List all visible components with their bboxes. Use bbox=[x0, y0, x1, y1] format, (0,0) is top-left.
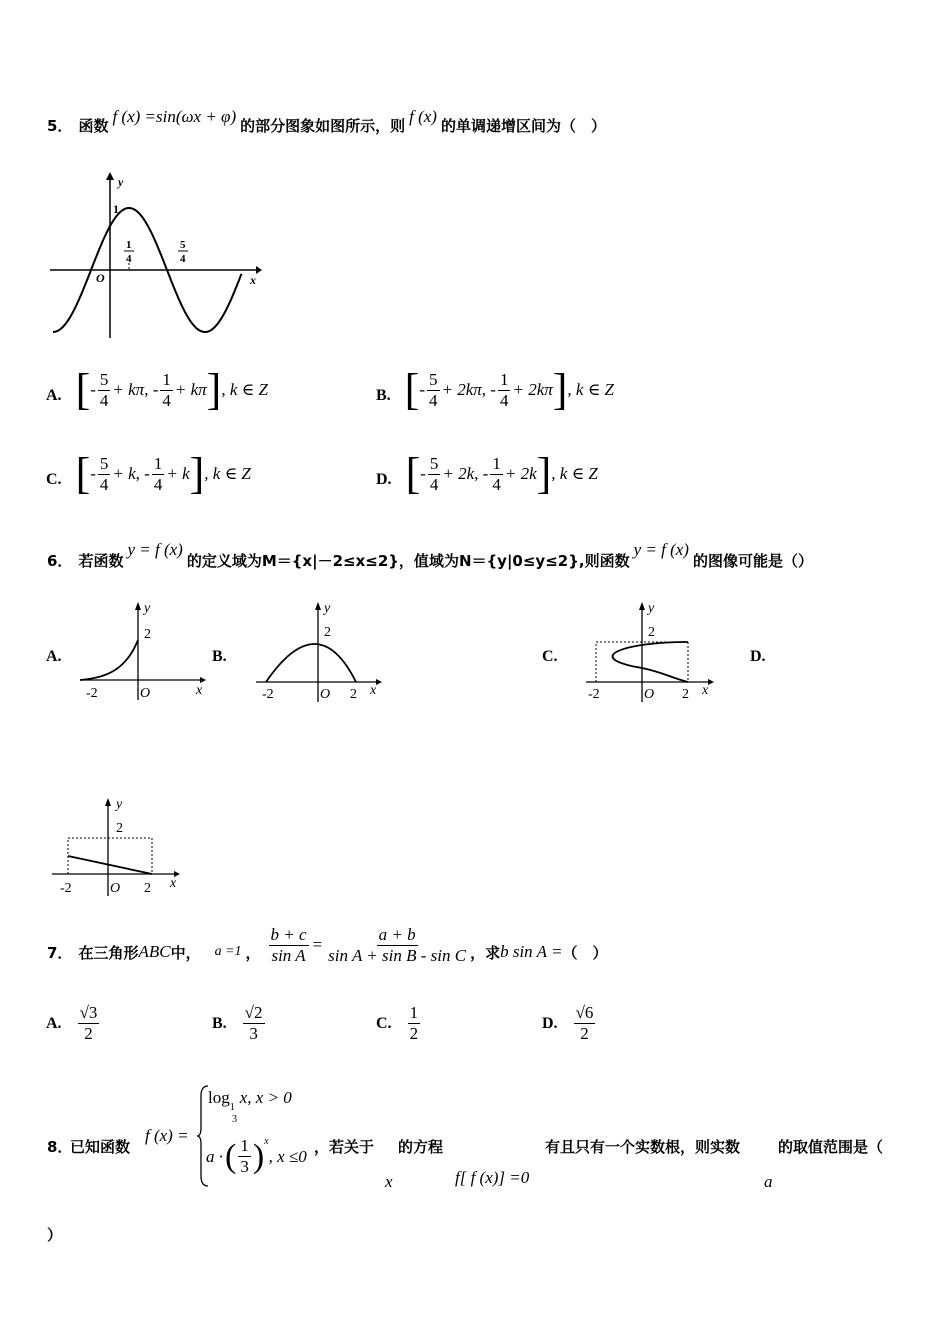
q6-stem bbox=[47, 540, 813, 580]
q8-text-1: 已知函数 bbox=[70, 1138, 131, 1156]
q7-lhs-fraction: $\frac{b + c}{\text{sin A}}$ bbox=[270, 924, 307, 965]
q5-sine-graph bbox=[44, 168, 264, 343]
svg-text:2: 2 bbox=[648, 625, 655, 640]
svg-text:-2: -2 bbox=[262, 687, 274, 702]
q6-formula-2: y = f (x) bbox=[633, 540, 689, 559]
svg-text:y: y bbox=[116, 797, 123, 812]
q8-number: 8． bbox=[47, 1138, 73, 1156]
svg-text:O: O bbox=[140, 686, 151, 701]
y-axis-label: y bbox=[118, 175, 124, 189]
option-label: A. bbox=[46, 387, 62, 404]
svg-text:y: y bbox=[324, 601, 331, 616]
q7-text-2: 中， bbox=[170, 943, 201, 962]
option-label: D. bbox=[376, 471, 392, 488]
svg-text:-2: -2 bbox=[60, 881, 72, 896]
x-axis-arrow bbox=[256, 266, 262, 274]
q8-case-2: a · ( $\frac{1}{3}$ ) x , x ≤0 bbox=[206, 1136, 307, 1176]
q5-text-3: 的单调递增区间为（ ） bbox=[440, 116, 606, 135]
q8-case-1-sub-den: 3 bbox=[232, 1114, 237, 1125]
q5-stem bbox=[47, 105, 606, 145]
q6-label-d[interactable]: D. bbox=[750, 648, 766, 665]
svg-text:2: 2 bbox=[682, 687, 689, 702]
q7-a-eq: a =1 bbox=[214, 944, 242, 959]
q5-option-b[interactable]: B. [ - $\frac{5}{4}$ + 2kπ , - $\frac{1}{4}$ + 2kπ ] , k ∈ Z bbox=[376, 365, 615, 414]
option-label: B. bbox=[376, 387, 391, 404]
q6-text-1: 若函数 bbox=[78, 551, 124, 570]
q6-label-b[interactable]: B. bbox=[212, 648, 227, 665]
x-tick-1-den: 4 bbox=[126, 253, 132, 265]
q5-number: 5． bbox=[47, 116, 73, 135]
q5-option-c[interactable]: C. [ - $\frac{5}{4}$ + k , - $\frac{1}{4}$ + k ] , k ∈ Z bbox=[46, 449, 251, 498]
q5-text-2: 的部分图象如图所示，则 bbox=[240, 116, 406, 135]
svg-text:2: 2 bbox=[350, 687, 357, 702]
q7-option-a[interactable]: A. $\frac{√3}{2}$ bbox=[46, 1003, 98, 1043]
q5-option-a[interactable]: A. [ - $\frac{5}{4}$ + kπ , - $\frac{1}{4}$ + kπ ] , k ∈ Z bbox=[46, 365, 268, 414]
q8-case-1: log 1 x, x > 0 bbox=[208, 1088, 292, 1113]
q7-ask: b sin A = bbox=[500, 942, 563, 961]
q8-x-var: x bbox=[385, 1172, 393, 1191]
option-label: C. bbox=[46, 471, 62, 488]
y-tick-1: 1 bbox=[113, 202, 119, 216]
q6-formula: y = f (x) bbox=[127, 540, 183, 559]
svg-text:-2: -2 bbox=[86, 686, 98, 701]
origin-label: O bbox=[96, 271, 105, 285]
svg-text:x: x bbox=[196, 683, 203, 698]
y-axis-arrow bbox=[106, 172, 114, 180]
q6-graph-c[interactable] bbox=[582, 598, 722, 703]
x-tick-2-num: 5 bbox=[180, 239, 186, 251]
svg-text:O: O bbox=[320, 687, 331, 702]
q7-rhs-fraction: $\frac{a + b}{\text{sin A + sin B - sin C}}$ bbox=[328, 924, 467, 965]
q8-text-3: 的方程 bbox=[398, 1138, 444, 1156]
q6-graph-d[interactable] bbox=[48, 794, 188, 899]
svg-text:2: 2 bbox=[116, 821, 123, 836]
q7-option-d[interactable]: D. $\frac{√6}{2}$ bbox=[542, 1003, 594, 1043]
q8-equation: f[ f (x)] =0 bbox=[455, 1168, 530, 1187]
q8-text-4: 有且只有一个实数根，则实数 bbox=[545, 1138, 741, 1156]
q6-text-2: 的定义域为M＝{x|－2≤x≤2}，值域为N＝{y|0≤y≤2},则函数 bbox=[186, 551, 630, 570]
q8-fx: f (x) = bbox=[145, 1126, 189, 1145]
q8-text-5: 的取值范围是（ bbox=[778, 1138, 884, 1156]
svg-text:2: 2 bbox=[144, 627, 151, 642]
x-tick-1-num: 1 bbox=[126, 239, 132, 251]
x-tick-2-den: 4 bbox=[180, 253, 186, 265]
q7-number: 7． bbox=[47, 943, 73, 962]
q7-text-1: 在三角形 bbox=[78, 943, 139, 962]
q5-formula: f (x) =sin(ωx + φ) bbox=[112, 107, 237, 126]
svg-text:O: O bbox=[110, 881, 121, 896]
svg-text:2: 2 bbox=[324, 625, 331, 640]
svg-text:-2: -2 bbox=[588, 687, 600, 702]
q8-text-2: ，若关于 bbox=[314, 1138, 375, 1156]
q6-number: 6． bbox=[47, 551, 73, 570]
svg-text:x: x bbox=[702, 683, 709, 698]
q7-text-4: （ ） bbox=[562, 943, 608, 962]
svg-text:x: x bbox=[370, 683, 377, 698]
x-axis-label: x bbox=[250, 273, 256, 287]
q6-graph-b[interactable] bbox=[252, 598, 387, 703]
svg-text:x: x bbox=[170, 876, 177, 891]
q7-option-c[interactable]: C. $\frac{1}{2}$ bbox=[376, 1003, 419, 1043]
q5-text-1: 函数 bbox=[78, 116, 109, 135]
svg-text:y: y bbox=[144, 601, 151, 616]
q6-graph-a[interactable] bbox=[76, 598, 211, 703]
q6-label-a[interactable]: A. bbox=[46, 648, 62, 665]
q7-abc: ABC bbox=[138, 942, 171, 961]
q6-text-3: 的图像可能是（） bbox=[692, 551, 813, 570]
q5-fx: f (x) bbox=[409, 107, 437, 126]
q7-stem: 7． 在三角形 ABC 中， a =1 ， $\frac{b + c}{\text{sin A}}$ = $\frac{a + b}{\text{sin A + sin B - sin C}}$ ，求 b sin A = （ ） bbox=[47, 924, 608, 965]
q8-close-paren: ） bbox=[47, 1226, 63, 1244]
svg-text:O: O bbox=[644, 687, 655, 702]
q8-a-var: a bbox=[764, 1172, 773, 1191]
q5-option-d[interactable]: D. [ - $\frac{5}{4}$ + 2k , - $\frac{1}{4}$ + 2k ] , k ∈ Z bbox=[376, 449, 598, 498]
svg-text:2: 2 bbox=[144, 881, 151, 896]
svg-text:y: y bbox=[648, 601, 655, 616]
q7-text-3: ，求 bbox=[470, 943, 501, 962]
q6-label-c[interactable]: C. bbox=[542, 648, 558, 665]
q7-option-b[interactable]: B. $\frac{√2}{3}$ bbox=[212, 1003, 263, 1043]
